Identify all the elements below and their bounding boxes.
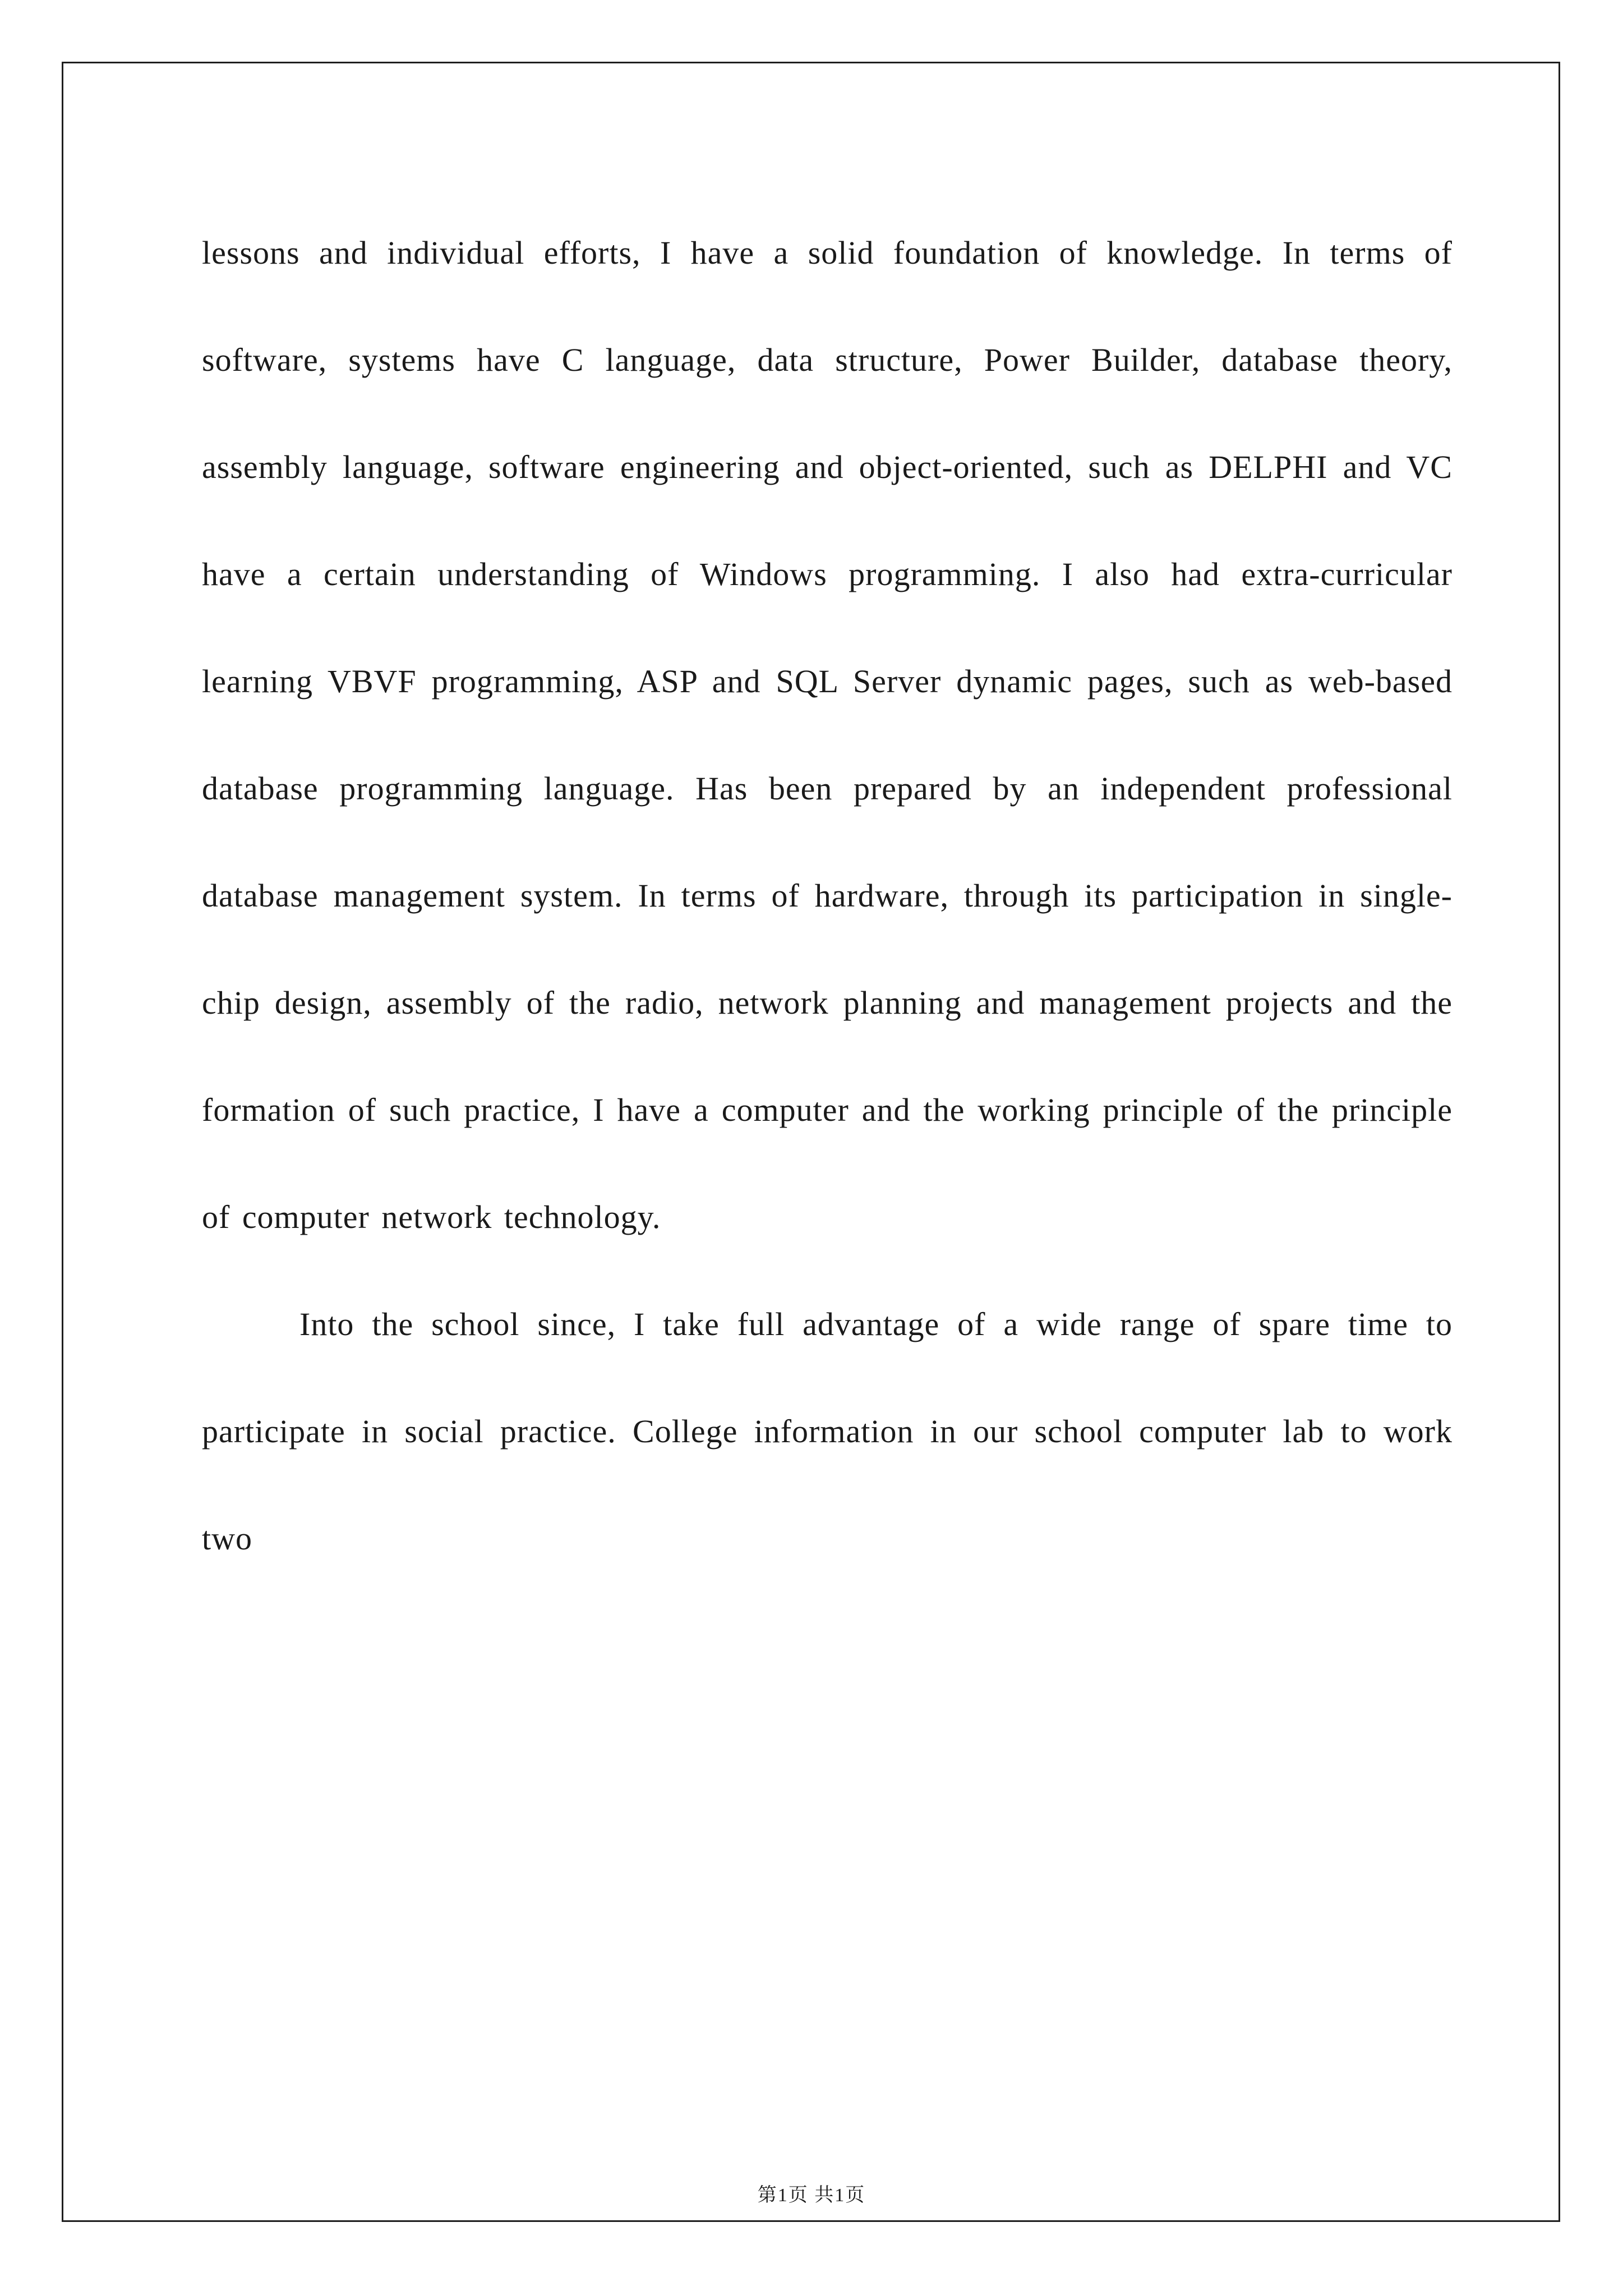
document-content (202, 199, 1453, 1592)
paragraph: lessons and individual efforts, I have a solid foundation of knowledge. In terms of software, systems have C language, data structure, Power Builder, database theory, assembly language, software engineering and object-oriented, such as DELPHI and VC have a certain understanding of Windows programming. I also had extra-curricular learning VBVF programming, ASP and SQL Server dynamic pages, such as web-based database programming language. Has been prepared by an independent professional database management system. In terms of hardware, through its participation in single-chip design, assembly of the radio, network planning and management projects and the formation of such practice, I have a computer and the working principle of the principle of computer network technology. (202, 234, 1453, 1235)
page-footer: 第1页 共1页 (757, 2185, 866, 2206)
paragraph: Into the school since, I take full advantage of a wide range of spare time to participate in social practice. College information in our school computer lab to work two (202, 1306, 1453, 1557)
